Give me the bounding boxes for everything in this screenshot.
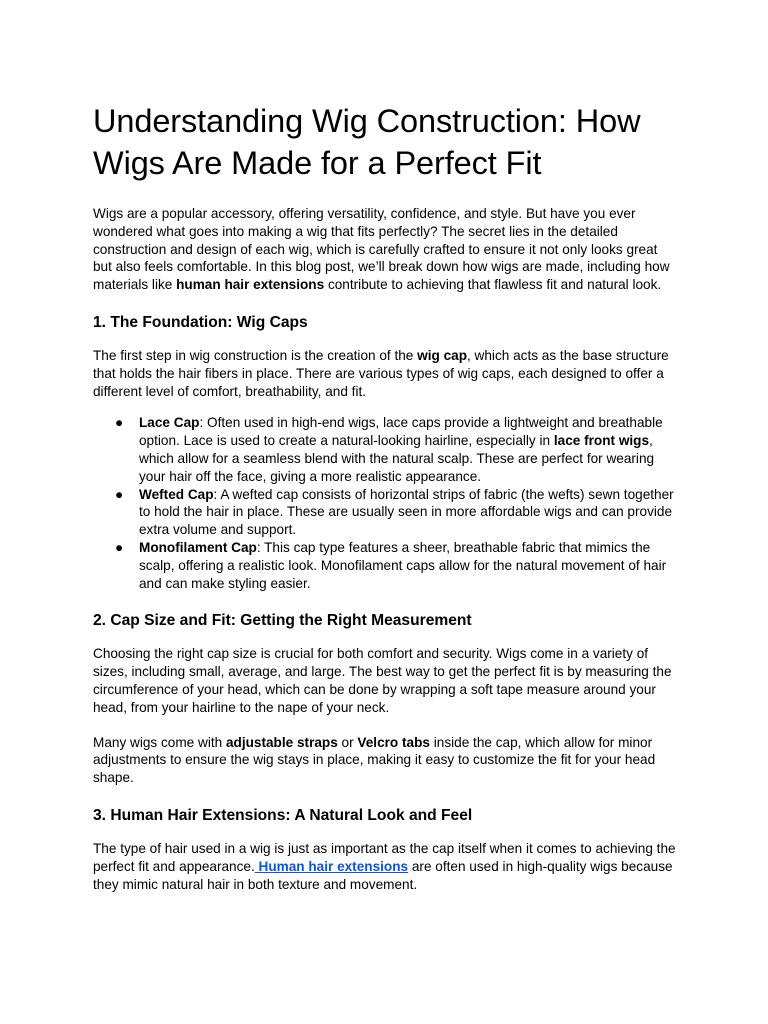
human-hair-extensions-link[interactable]: Human hair extensions	[254, 858, 409, 874]
section-1-heading: 1. The Foundation: Wig Caps	[93, 313, 308, 331]
section-2-paragraph-1: Choosing the right cap size is crucial for both comfort and security. Wigs come in a variety of sizes, including small, average, and large. The best way to get the perfect fit is by measuring the circumference of your head, which can be done by wrapping a soft tape measure around your head, from your hairline to the nape of your neck.	[93, 646, 672, 715]
wig-cap-list	[93, 414, 678, 592]
list-item-wefted-cap: ● Wefted Cap: A wefted cap consists of horizontal strips of fabric (the wefts) sewn together to hold the hair in place. These are usually seen in more affordable wigs and can provide extra volume and support.	[115, 486, 674, 538]
document-body	[93, 100, 678, 893]
bullet-icon: ●	[115, 539, 124, 555]
list-item-lace-cap: ● Lace Cap: Often used in high-end wigs, lace caps provide a lightweight and breathable option. Lace is used to create a natural-looking hairline, especially in lace front wigs, which allow for a seamless blend with the natural scalp. These are perfect for wearing your hair off the face, giving a more realistic appearance.	[115, 415, 663, 484]
section-2-paragraph-2: Many wigs come with adjustable straps or Velcro tabs inside the cap, which allow for minor adjustments to ensure the wig stays in place, making it easy to customize the fit for your head shape.	[93, 734, 656, 786]
bullet-icon: ●	[115, 486, 124, 502]
section-1-paragraph: The first step in wig construction is the creation of the wig cap, which acts as the base structure that holds the hair fibers in place. There are various types of wig caps, each designed to offer a different level of comfort, breathability, and fit.	[93, 347, 669, 399]
page-title: Understanding Wig Construction: How Wigs Are Made for a Perfect Fit	[93, 103, 641, 181]
bullet-icon: ●	[115, 415, 124, 431]
section-3-paragraph: The type of hair used in a wig is just as important as the cap itself when it comes to achieving the perfect fit and appearance. Human hair extensions are often used in high-quality wigs because they mimic natural hair in both texture and movement.	[93, 840, 676, 892]
list-item-monofilament-cap: ● Monofilament Cap: This cap type features a sheer, breathable fabric that mimics the scalp, offering a realistic look. Monofilament caps allow for the natural movement of hair and can make styling easier.	[115, 539, 667, 591]
intro-paragraph: Wigs are a popular accessory, offering versatility, confidence, and style. But have you ever wondered what goes into making a wig that fits perfectly? The secret lies in the detailed construction and design of each wig, which is carefully crafted to ensure it not only looks great but also feels comfortable. In this blog post, we’ll break down how wigs are made, including how materials like human hair extensions contribute to achieving that flawless fit and natural look.	[93, 206, 670, 293]
section-2-heading: 2. Cap Size and Fit: Getting the Right Measurement	[93, 612, 472, 630]
section-3-heading: 3. Human Hair Extensions: A Natural Look and Feel	[93, 806, 473, 824]
